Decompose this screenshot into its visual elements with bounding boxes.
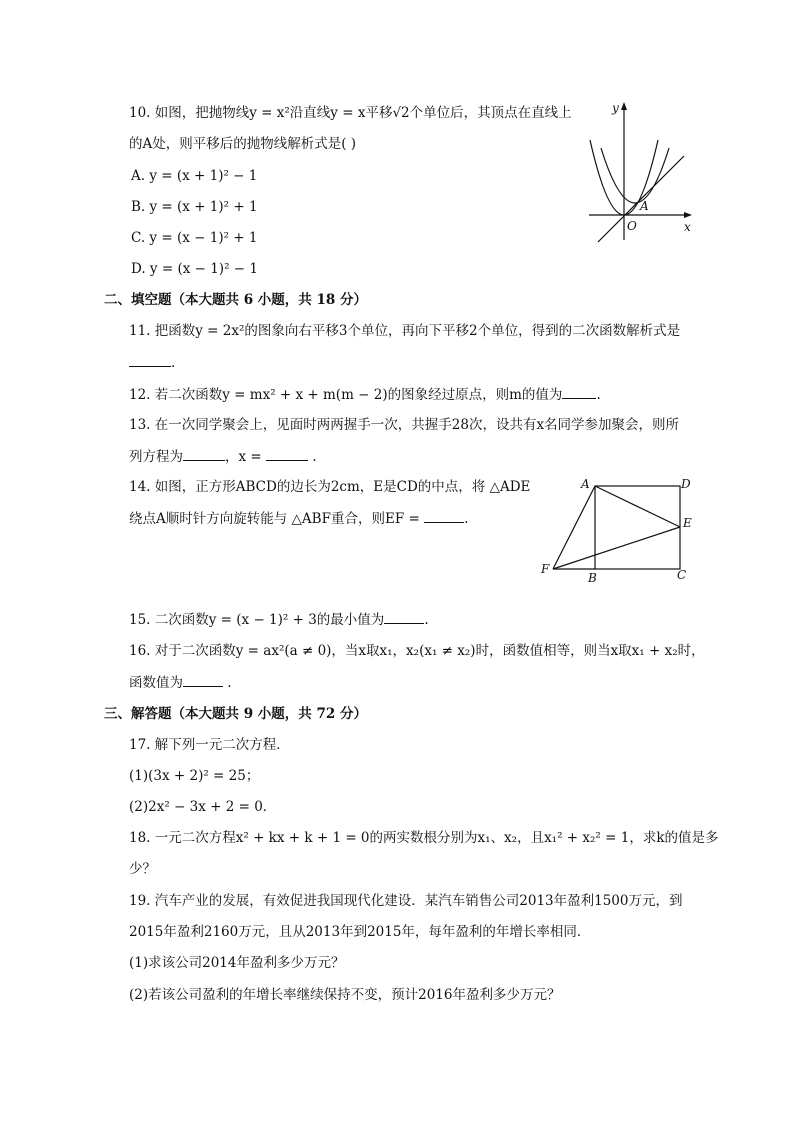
q13-x-blank[interactable] <box>266 446 308 461</box>
x-label: x <box>684 220 691 234</box>
segment-fe <box>553 527 680 569</box>
parabola-translated <box>601 148 669 203</box>
q19-part2: (2)若该公司盈利的年增长率继续保持不变，预计2016年盈利多少万元？ <box>129 987 561 1003</box>
q16-answer-blank[interactable] <box>183 672 223 687</box>
q10-line1: 10. 如图，把抛物线y = x²沿直线y = x平移√2个单位后，其顶点在直线上 <box>129 105 572 121</box>
q18-line1: 18. 一元二次方程x² + kx + k + 1 = 0的两实数根分别为x₁、x₂，且x₁² + x₂² = 1，求k的值是多 <box>129 830 719 846</box>
label-a: A <box>581 477 590 491</box>
q11-answer-blank[interactable] <box>129 352 171 367</box>
q18-line2: 少？ <box>129 861 156 877</box>
q13-line2: 列方程为 ，x = . <box>129 446 317 467</box>
label-d: D <box>681 477 691 491</box>
q10-line2: 的A处，则平移后的抛物线解析式是( ) <box>129 136 357 152</box>
q19-part1: (1)求该公司2014年盈利多少万元？ <box>129 955 345 971</box>
q15-line: 15. 二次函数y = (x − 1)² + 3的最小值为 . <box>129 609 429 630</box>
q13-equation-blank[interactable] <box>183 446 225 461</box>
section3-heading: 三、解答题（本大题共 9 小题，共 72 分） <box>104 706 367 722</box>
q17-title: 17. 解下列一元二次方程． <box>129 737 290 753</box>
q19-line2: 2015年盈利2160万元，且从2013年到2015年，每年盈利的年增长率相同． <box>129 924 591 940</box>
section2-heading: 二、填空题（本大题共 6 小题，共 18 分） <box>104 292 367 308</box>
square-abcd <box>595 486 680 569</box>
y-label: y <box>612 101 619 115</box>
label-e: E <box>683 516 692 530</box>
point-a-label: A <box>640 199 649 213</box>
q17-part1: (1)(3x + 2)² = 25； <box>129 768 260 784</box>
q12-line: 12. 若二次函数y = mx² + x + m(m − 2)的图象经过原点，则m的值为 . <box>129 384 601 405</box>
label-b: B <box>588 571 597 585</box>
x-axis-arrow <box>684 212 692 218</box>
q10-parabola-figure <box>584 100 699 245</box>
q19-line1: 19. 汽车产业的发展，有效促进我国现代化建设．某汽车销售公司2013年盈利1500万元，到 <box>129 893 683 909</box>
q15-answer-blank[interactable] <box>384 609 424 624</box>
q10-option-c: C. y = (x − 1)² + 1 <box>131 230 258 246</box>
q12-answer-blank[interactable] <box>562 384 596 399</box>
q10-option-b: B. y = (x + 1)² + 1 <box>131 199 258 215</box>
q14-square-figure <box>535 474 705 586</box>
label-c: C <box>677 568 687 582</box>
label-f: F <box>541 562 550 576</box>
q13-line1: 13. 在一次同学聚会上，见面时两两握手一次，共握手28次，设共有x名同学参加聚会，则所 <box>129 417 680 433</box>
segment-ae <box>595 486 680 527</box>
q11-line2: . <box>129 352 175 373</box>
origin-label: O <box>627 219 637 233</box>
q14-line2: 绕点A顺时针方向旋转能与 △ABF重合，则EF = . <box>129 508 468 529</box>
q14-answer-blank[interactable] <box>424 508 464 523</box>
q16-line2: 函数值为 . <box>129 672 232 693</box>
q16-line1: 16. 对于二次函数y = ax²(a ≠ 0)，当x取x₁，x₂(x₁ ≠ x₂)时，函数值相等，则当x取x₁ + x₂时， <box>129 643 705 659</box>
q10-option-d: D. y = (x − 1)² − 1 <box>131 261 258 277</box>
q14-line1: 14. 如图，正方形ABCD的边长为2cm，E是CD的中点，将 △ADE <box>129 479 531 495</box>
q17-part2: (2)2x² − 3x + 2 = 0． <box>129 799 277 815</box>
q10-option-a: A. y = (x + 1)² − 1 <box>131 168 258 184</box>
q11-line1: 11. 把函数y = 2x²的图象向右平移3个单位，再向下平移2个单位，得到的二次函数解析式是 <box>129 323 681 339</box>
segment-af <box>553 486 595 569</box>
y-axis-arrow <box>621 102 627 110</box>
